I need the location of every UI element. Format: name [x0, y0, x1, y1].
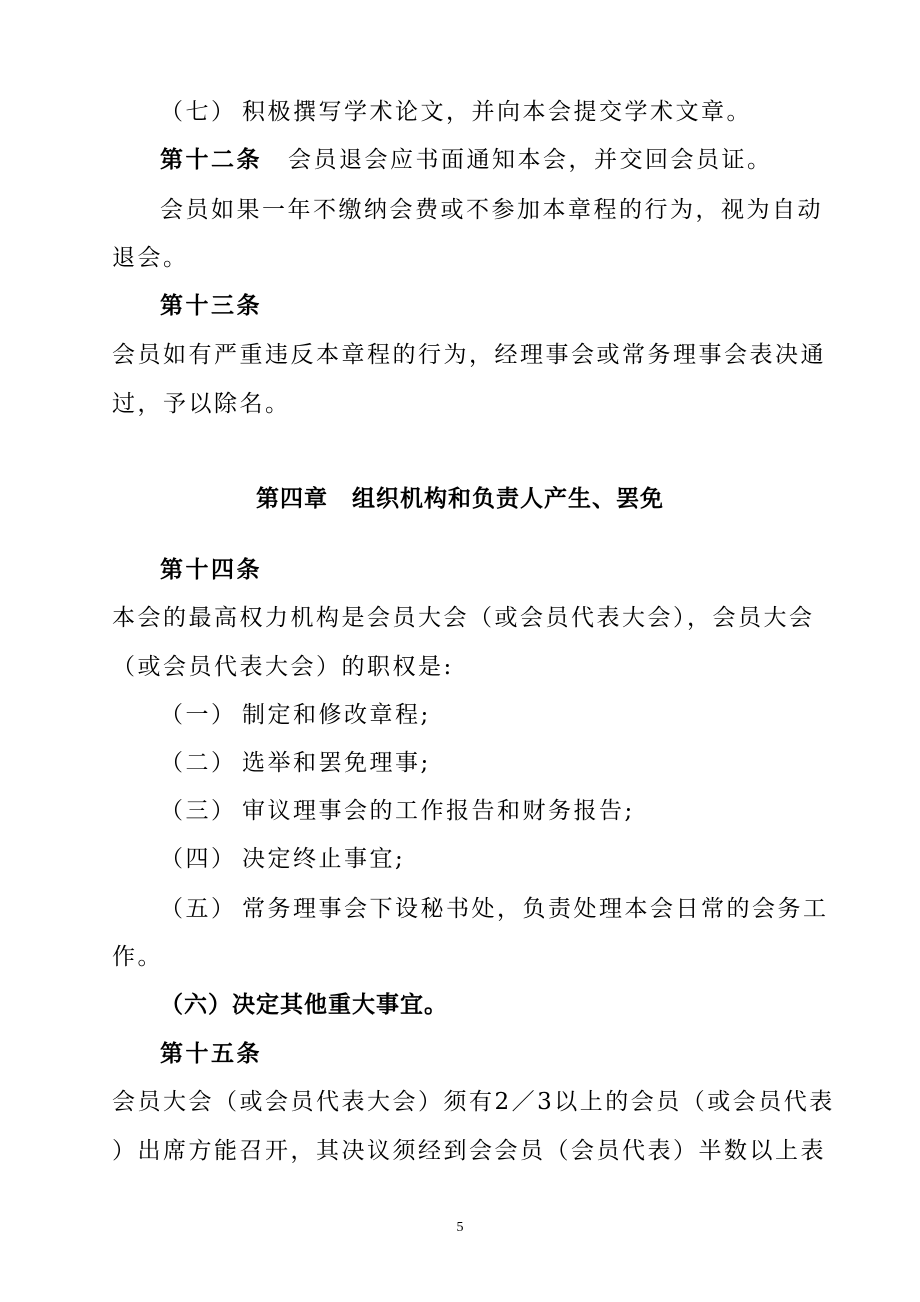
item-label: （七） — [160, 99, 237, 125]
article-heading: 第十四条 — [160, 556, 262, 583]
paragraph-line: 作。 — [112, 944, 163, 970]
item-text: 选举和罢免理事; — [242, 750, 431, 776]
list-item — [160, 796, 635, 826]
paragraph-line: （或会员代表大会）的职权是: — [112, 654, 454, 680]
item-text: 审议理事会的工作报告和财务报告; — [242, 798, 635, 824]
item-text: 制定和修改章程; — [242, 702, 431, 728]
paragraph-line: 退会。 — [112, 245, 189, 271]
paragraph-line: 过，予以除名。 — [112, 391, 291, 417]
item-label: （二） — [160, 750, 237, 776]
article-heading: 第十五条 — [160, 1040, 262, 1067]
paragraph-line: ）出席方能召开，其决议须经到会会员（会员代表）半数以上表 — [112, 1138, 826, 1164]
paragraph-line: 会员大会（或会员代表大会）须有2／3以上的会员（或会员代表 — [112, 1089, 835, 1115]
article-12 — [160, 145, 773, 175]
paragraph-line: 会员如果一年不缴纳会费或不参加本章程的行为，视为自动 — [160, 197, 823, 223]
paragraph-line: 会员如有严重违反本章程的行为，经理事会或常务理事会表决通 — [112, 342, 826, 368]
item-7 — [160, 97, 752, 127]
article-heading: 第十二条 — [160, 146, 262, 173]
item-label: （五） — [160, 896, 237, 922]
article-text: 会员退会应书面通知本会，并交回会员证。 — [288, 147, 773, 173]
list-item: （六）决定其他重大事宜。 — [160, 991, 448, 1018]
chapter-title: 第四章 组织机构和负责人产生、罢免 — [256, 485, 664, 512]
list-item — [160, 844, 405, 874]
list-item — [160, 700, 431, 730]
paragraph-line: 本会的最高权力机构是会员大会（或会员代表大会），会员大会 — [112, 605, 815, 631]
item-label: （四） — [160, 846, 237, 872]
item-text: 常务理事会下设秘书处，负责处理本会日常的会务工 — [242, 896, 829, 922]
list-item — [160, 894, 829, 924]
article-heading: 第十三条 — [160, 292, 262, 319]
item-label: （一） — [160, 702, 237, 728]
item-text: 决定终止事宜; — [242, 846, 406, 872]
list-item — [160, 748, 431, 778]
item-text: 积极撰写学术论文，并向本会提交学术文章。 — [242, 99, 752, 125]
page-number: 5 — [456, 1220, 464, 1235]
item-label: （三） — [160, 798, 237, 824]
